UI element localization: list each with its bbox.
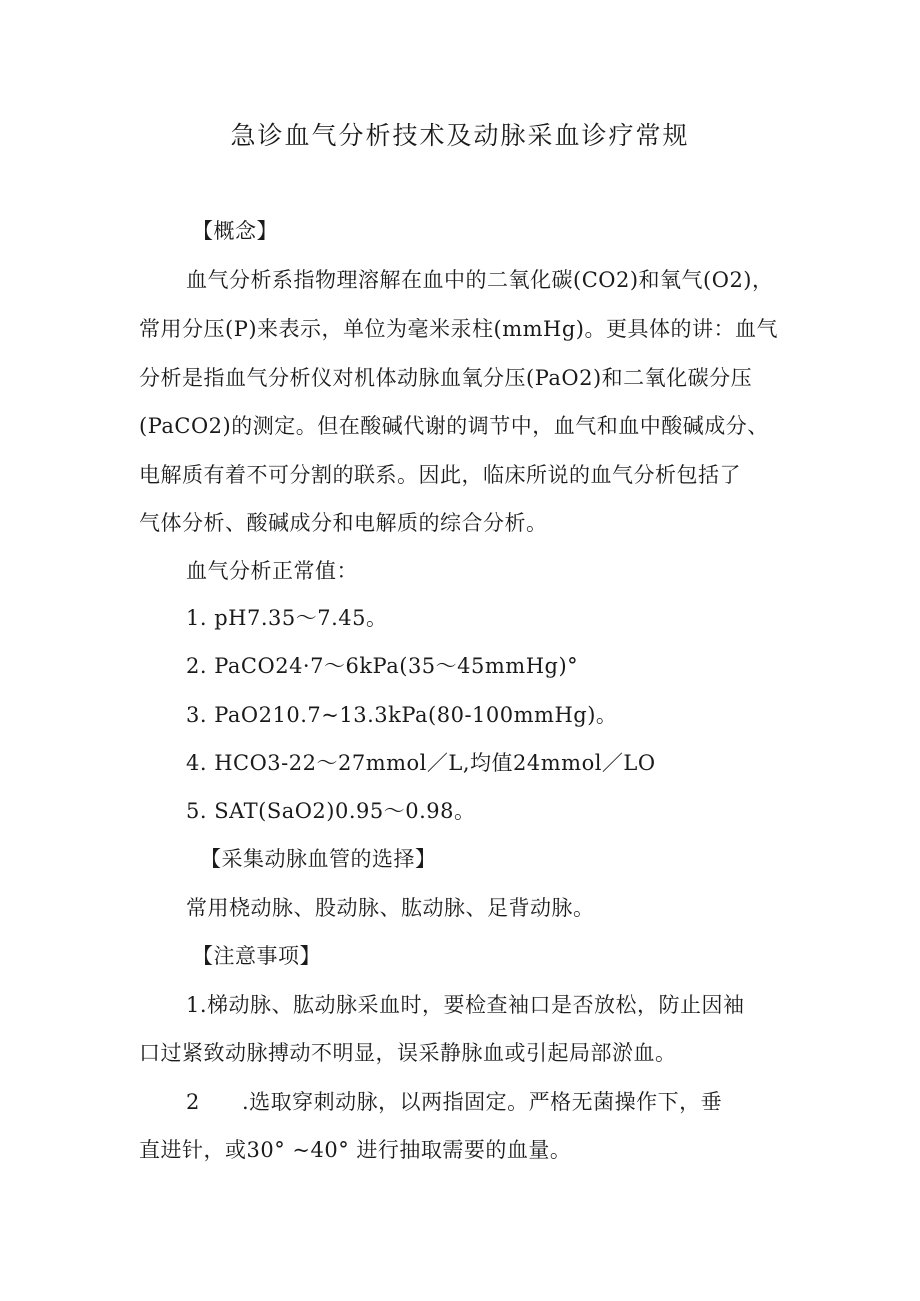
precaution-item-1-line-2: 口过紧致动脉搏动不明显，误采静脉血或引起局部淤血。 (139, 1041, 677, 1065)
precaution-item-2-line-2: 直进针，或30° ~40° 进行抽取需要的血量。 (139, 1138, 572, 1162)
concept-paragraph-line: 气体分析、酸碱成分和电解质的综合分析。 (139, 511, 548, 535)
concept-paragraph-line: 电解质有着不可分割的联系。因此，临床所说的血气分析包括了 (139, 463, 741, 487)
concept-paragraph-line: (PaCO2)的测定。但在酸碱代谢的调节中，血气和血中酸碱成分、 (139, 414, 769, 438)
normal-values-heading: 血气分析正常值： (186, 559, 358, 583)
concept-paragraph-line: 分析是指血气分析仪对机体动脉血氧分压(PaO2)和二氧化碳分压 (139, 366, 753, 390)
concept-heading: 【概念】 (192, 219, 278, 243)
normal-value-item: 2. PaCO24·7～6kPa(35～45mmHg)° (186, 654, 579, 678)
normal-value-item: 1. pH7.35～7.45。 (186, 606, 388, 630)
precaution-item-1-line-1: 1.梯动脉、肱动脉采血时，要检查袖口是否放松，防止因袖 (186, 993, 745, 1017)
concept-paragraph-line: 常用分压(P)来表示，单位为毫米汞柱(mmHg)。更具体的讲：血气 (139, 317, 778, 341)
precaution-item-2-number: 2 (186, 1090, 200, 1114)
vessel-selection-text: 常用桡动脉、股动脉、肱动脉、足背动脉。 (186, 896, 595, 920)
normal-value-item: 3. PaO210.7~13.3kPa(80-100mmHg)。 (186, 703, 618, 727)
precaution-item-2-line-1 (186, 1087, 722, 1117)
vessel-selection-heading: 【采集动脉血管的选择】 (200, 847, 437, 871)
precaution-item-2-text: .选取穿刺动脉，以两指固定。严格无菌操作下，垂 (242, 1090, 723, 1114)
normal-value-item: 5. SAT(SaO2)0.95～0.98。 (186, 799, 476, 823)
normal-value-item: 4. HCO3-22～27mmol／L,均值24mmol／LO (186, 751, 656, 775)
concept-paragraph-line: 血气分析系指物理溶解在血中的二氧化碳(CO2)和氧气(O2)， (186, 268, 774, 292)
precautions-heading: 【注意事项】 (192, 944, 321, 968)
document-title: 急诊血气分析技术及动脉采血诊疗常规 (230, 121, 690, 150)
